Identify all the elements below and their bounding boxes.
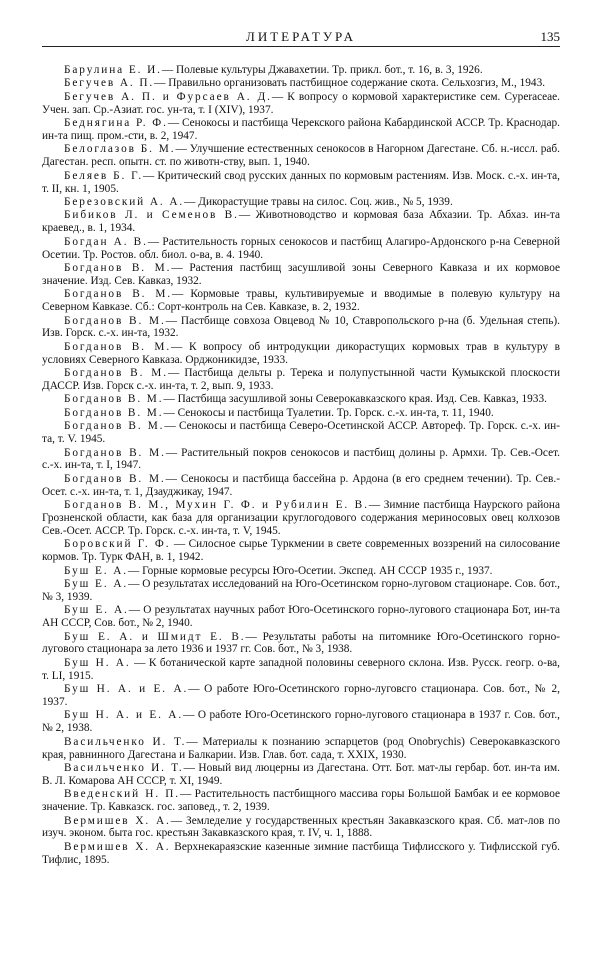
reference-entry: [42, 420, 560, 446]
reference-text: — К вопросу об интродукции дикорастущих кормовых трав в культуру в условиях Северного Кавказа. Орджоникидзе, 1933.: [42, 340, 560, 366]
reference-text: — Пастбище совхоза Овцевод № 10, Ставропольского р-на (б. Удельная степь). Изв. Горск. с.-х. ин-та, 1932.: [42, 314, 560, 340]
reference-entry: [42, 499, 560, 538]
reference-text: — Материалы к познанию эспарцетов (род Onobrychis) Северокавказского края, равнинного Дагестана и Балкарии. Изв. Глав. бот. сада, т. XXIX, 1930.: [42, 735, 560, 761]
reference-entry: [42, 341, 560, 367]
reference-entry: [42, 170, 560, 196]
reference-text: — О работе Юго-Осетинского горно-лугового стационара в 1937 г. Сов. бот., № 2, 1938.: [42, 709, 560, 735]
reference-entry: [42, 578, 560, 604]
reference-author: Богданов В. М.: [64, 340, 172, 353]
reference-author: Васильченко И. Т.: [64, 735, 187, 748]
reference-text: — Пастбища дельты р. Терека и полупустынной части Кумыкской плоскости ДАССР. Изв. Горск с.-х. ин-та, т. 2, вып. 9, 1933.: [42, 367, 560, 392]
reference-author: Богданов В. М.: [64, 472, 166, 485]
reference-author: Белоглазов Б. М.: [64, 143, 176, 156]
reference-text: — Сенокосы и пастбища Черекского района Кабардинской АССР. Тр. Краснодар. ин-та пищ. пром.-сти, в. 2, 1947.: [42, 117, 560, 142]
reference-text: — Растительный покров сенокосов и пастбищ долины р. Армхи. Тр. Сев.-Осет. с.-х. ин-та, т. I, 1947.: [42, 446, 560, 472]
reference-text: — Земледелие у государственных крестьян Закавказского края. Сб. мат-лов по изуч. эконом. быта гос. крестьян Закавказского края, т. IV, ч. 1, 1888.: [42, 814, 560, 840]
reference-author: Буш Н. А.: [64, 656, 131, 669]
reference-entry: [42, 393, 560, 406]
reference-entry: [42, 315, 560, 341]
reference-text: — Полевые культуры Джавахетии. Тр. прикл. бот., т. 16, в. 3, 1926.: [161, 64, 483, 76]
reference-author: Богданов В. М.: [64, 314, 166, 327]
reference-entry: [42, 64, 560, 77]
reference-text: — Дикорастущие травы на силос. Соц. жив., № 5, 1939.: [184, 196, 453, 208]
reference-author: Буш Н. А. и Е. А.: [64, 709, 184, 722]
reference-text: — Сенокосы и пастбища Туалетии. Тр. Горск. с.-х. ин-та, т. 11, 1940.: [163, 406, 494, 419]
reference-author: Бибиков Л. и Семенов В.: [64, 209, 239, 222]
reference-author: Богданов В. М., Мухин Г. Ф. и Рубилин Е. В.: [64, 499, 369, 512]
reference-entry: [42, 815, 560, 841]
reference-text: — О работе Юго-Осетинского горно-луговсго стационара. Сов. бот., № 2, 1937.: [42, 683, 560, 708]
reference-author: Буш Н. А. и Е. А.: [64, 683, 189, 696]
reference-text: — Силосное сырье Туркмении в свете современных воззрений на силосование кормов. Тр. Турк ФАН, в. 1, 1942.: [42, 538, 560, 564]
reference-text: — Зимние пастбища Наурского района Грозненской области, как база для организации круглогодового содержания мериносовых овец колхозов Сев.-Осет. АССР. Тр. Горск. с.-х. ин-та, т. V, 1945.: [42, 499, 560, 537]
reference-entry: [42, 117, 560, 143]
reference-author: Буш Е. А.: [64, 577, 129, 590]
reference-text: — Новый вид люцерны из Дагестана. Отт. Бот. мат-лы гербар. бот. ин-та им. В. Л. Комарова АН СССР, т. XI, 1949.: [42, 761, 560, 787]
reference-author: Богданов В. М.: [64, 367, 168, 380]
reference-entry: [42, 604, 560, 630]
reference-entry: [42, 538, 560, 564]
reference-text: — О результатах научных работ Юго-Осетинского горно-лугового стационара Бот, ин-та АН СССР, Сов. бот., № 2, 1940.: [42, 604, 560, 630]
reference-entry: [42, 841, 560, 867]
reference-text: — О результатах исследований на Юго-Осетинском горно-луговом стационаре. Сов. бот., № 3, 1939.: [42, 577, 560, 603]
reference-text: — Улучшение естественных сенокосов в Нагорном Дагестане. Сб. н.-иссл. раб. Дагестан. респ. опытн. ст. по животн-ству, вып. 1, 1940.: [42, 143, 561, 169]
reference-text: — Сенокосы и пастбища Северо-Осетинской АССР. Автореф. Тр. Горск. с.-х. ин-та, т. V. 1945.: [42, 420, 560, 446]
reference-entry: [42, 447, 560, 473]
reference-entry: [42, 91, 560, 117]
reference-author: Богданов В. М.: [64, 288, 173, 301]
reference-text: — Животноводство и кормовая база Абхазии. Тр. Абхаз. ин-та краевед., в. 1, 1934.: [42, 209, 560, 235]
reference-entry: [42, 683, 560, 709]
reference-author: Богданов В. М.: [64, 420, 165, 433]
reference-entry: [42, 236, 560, 262]
reference-author: Васильченко И. Т.: [64, 761, 184, 774]
reference-entry: [42, 196, 560, 209]
reference-author: Вермишев Х. А.: [64, 840, 171, 853]
reference-author: Богданов В. М.: [64, 446, 166, 459]
reference-entry: [42, 788, 560, 814]
reference-author: Богданов В. М.: [64, 393, 164, 406]
reference-text: — Пастбища засушливой зоны Северокавказского края. Изд. Сев. Кавказ, 1933.: [163, 393, 547, 406]
reference-author: Вермишев Х. А.: [64, 814, 171, 827]
reference-text: — Критический свод русских данных по кормовым растениям. Изв. Моск. с.-х. ин-та, т. II, кн. 1, 1905.: [42, 169, 560, 195]
reference-author: Введенский Н. П.: [64, 788, 181, 801]
reference-author: Боровский Г. Ф.: [64, 538, 171, 551]
reference-author: Барулина Е. И.: [64, 64, 162, 76]
reference-author: Богданов В. М.: [64, 406, 164, 419]
reference-text: — Результаты работы на питомнике Юго-Осетинского горно-лугового стационара за лето 1936 и 1937 гг. Сов. бот., № 3, 1938.: [42, 630, 560, 656]
reference-text: — Растительность горных сенокосов и пастбищ Алагиро-Ардонского р-на Северной Осетии. Тр. Ростов. обл. биол. о-ва, в. 4. 1940.: [42, 235, 560, 261]
reference-author: Березовский А. А.: [64, 196, 185, 208]
reference-entry: [42, 709, 560, 735]
reference-entry: [42, 288, 560, 314]
reference-entry: [42, 631, 560, 657]
bibliography-list: [42, 64, 560, 867]
reference-entry: [42, 736, 560, 762]
reference-author: Богдан А. В.: [64, 235, 148, 248]
reference-entry: [42, 143, 560, 169]
reference-author: Беляев Б. Г.: [64, 169, 144, 182]
reference-entry: [42, 209, 560, 235]
reference-author: Буш Е. А. и Шмидт Е. В.: [64, 630, 246, 643]
reference-author: Буш Е. А.: [64, 564, 129, 577]
reference-entry: [42, 657, 560, 683]
reference-text: Верхнекараязские казенные зимние пастбища Тифлисского у. Тифлисской губ. Тифлис, 1895.: [42, 840, 561, 866]
reference-author: Беднягина Р. Ф.: [64, 117, 168, 130]
reference-text: — Кормовые травы, культивируемые и вводимые в полевую культуру на Северном Кавказе. Сб.: Сорт-контроль на Сев. Кавказе, в. 2, 1932.: [42, 288, 560, 314]
reference-entry: [42, 367, 560, 393]
reference-entry: [42, 762, 560, 788]
reference-text: — К ботанической карте западной половины северного склона. Изв. Русск. геогр. о-ва, т. LI, 1915.: [42, 656, 560, 682]
reference-entry: [42, 407, 560, 420]
running-header: [42, 26, 560, 47]
reference-text: — К вопросу о кормовой характеристике сем. Cyperaceae. Учен. зап. Ср.-Азиат. гос. ун-та, т. I (XIV), 1937.: [42, 90, 560, 116]
reference-text: — Сенокосы и пастбища бассейна р. Ардона (в его среднем течении). Тр. Сев.-Осет. с.-х. ин-та, т. 1, Дзауджикау, 1947.: [42, 472, 560, 498]
reference-text: — Горные кормовые ресурсы Юго-Осетии. Экспед. АН СССР 1935 г., 1937.: [128, 564, 493, 577]
reference-entry: [42, 473, 560, 499]
reference-author: Бегучев А. П. и Фурсаев А. Д.: [64, 90, 272, 103]
reference-entry: [42, 262, 560, 288]
reference-author: Бегучев А. П.: [64, 77, 155, 90]
reference-text: — Растения пастбищ засушливой зоны Северного Кавказа и их кормовое значение. Изд. Сев. Кавказ, 1932.: [42, 262, 560, 287]
reference-text: — Правильно организовать пастбищное содержание скота. Сельхозгиз, М., 1943.: [154, 77, 546, 90]
section-title: ЛИТЕРАТУРА: [246, 29, 356, 44]
reference-entry: [42, 565, 560, 578]
reference-author: Богданов В. М.: [64, 262, 172, 274]
reference-entry: [42, 77, 560, 90]
reference-author: Буш Е. А.: [64, 604, 129, 617]
reference-text: — Растительность пастбищного массива горы Большой Бамбак и ее кормовое значение. Тр. Кавказск. гос. заповед., т. 2, 1939.: [42, 788, 560, 814]
page-number: 135: [540, 29, 560, 44]
